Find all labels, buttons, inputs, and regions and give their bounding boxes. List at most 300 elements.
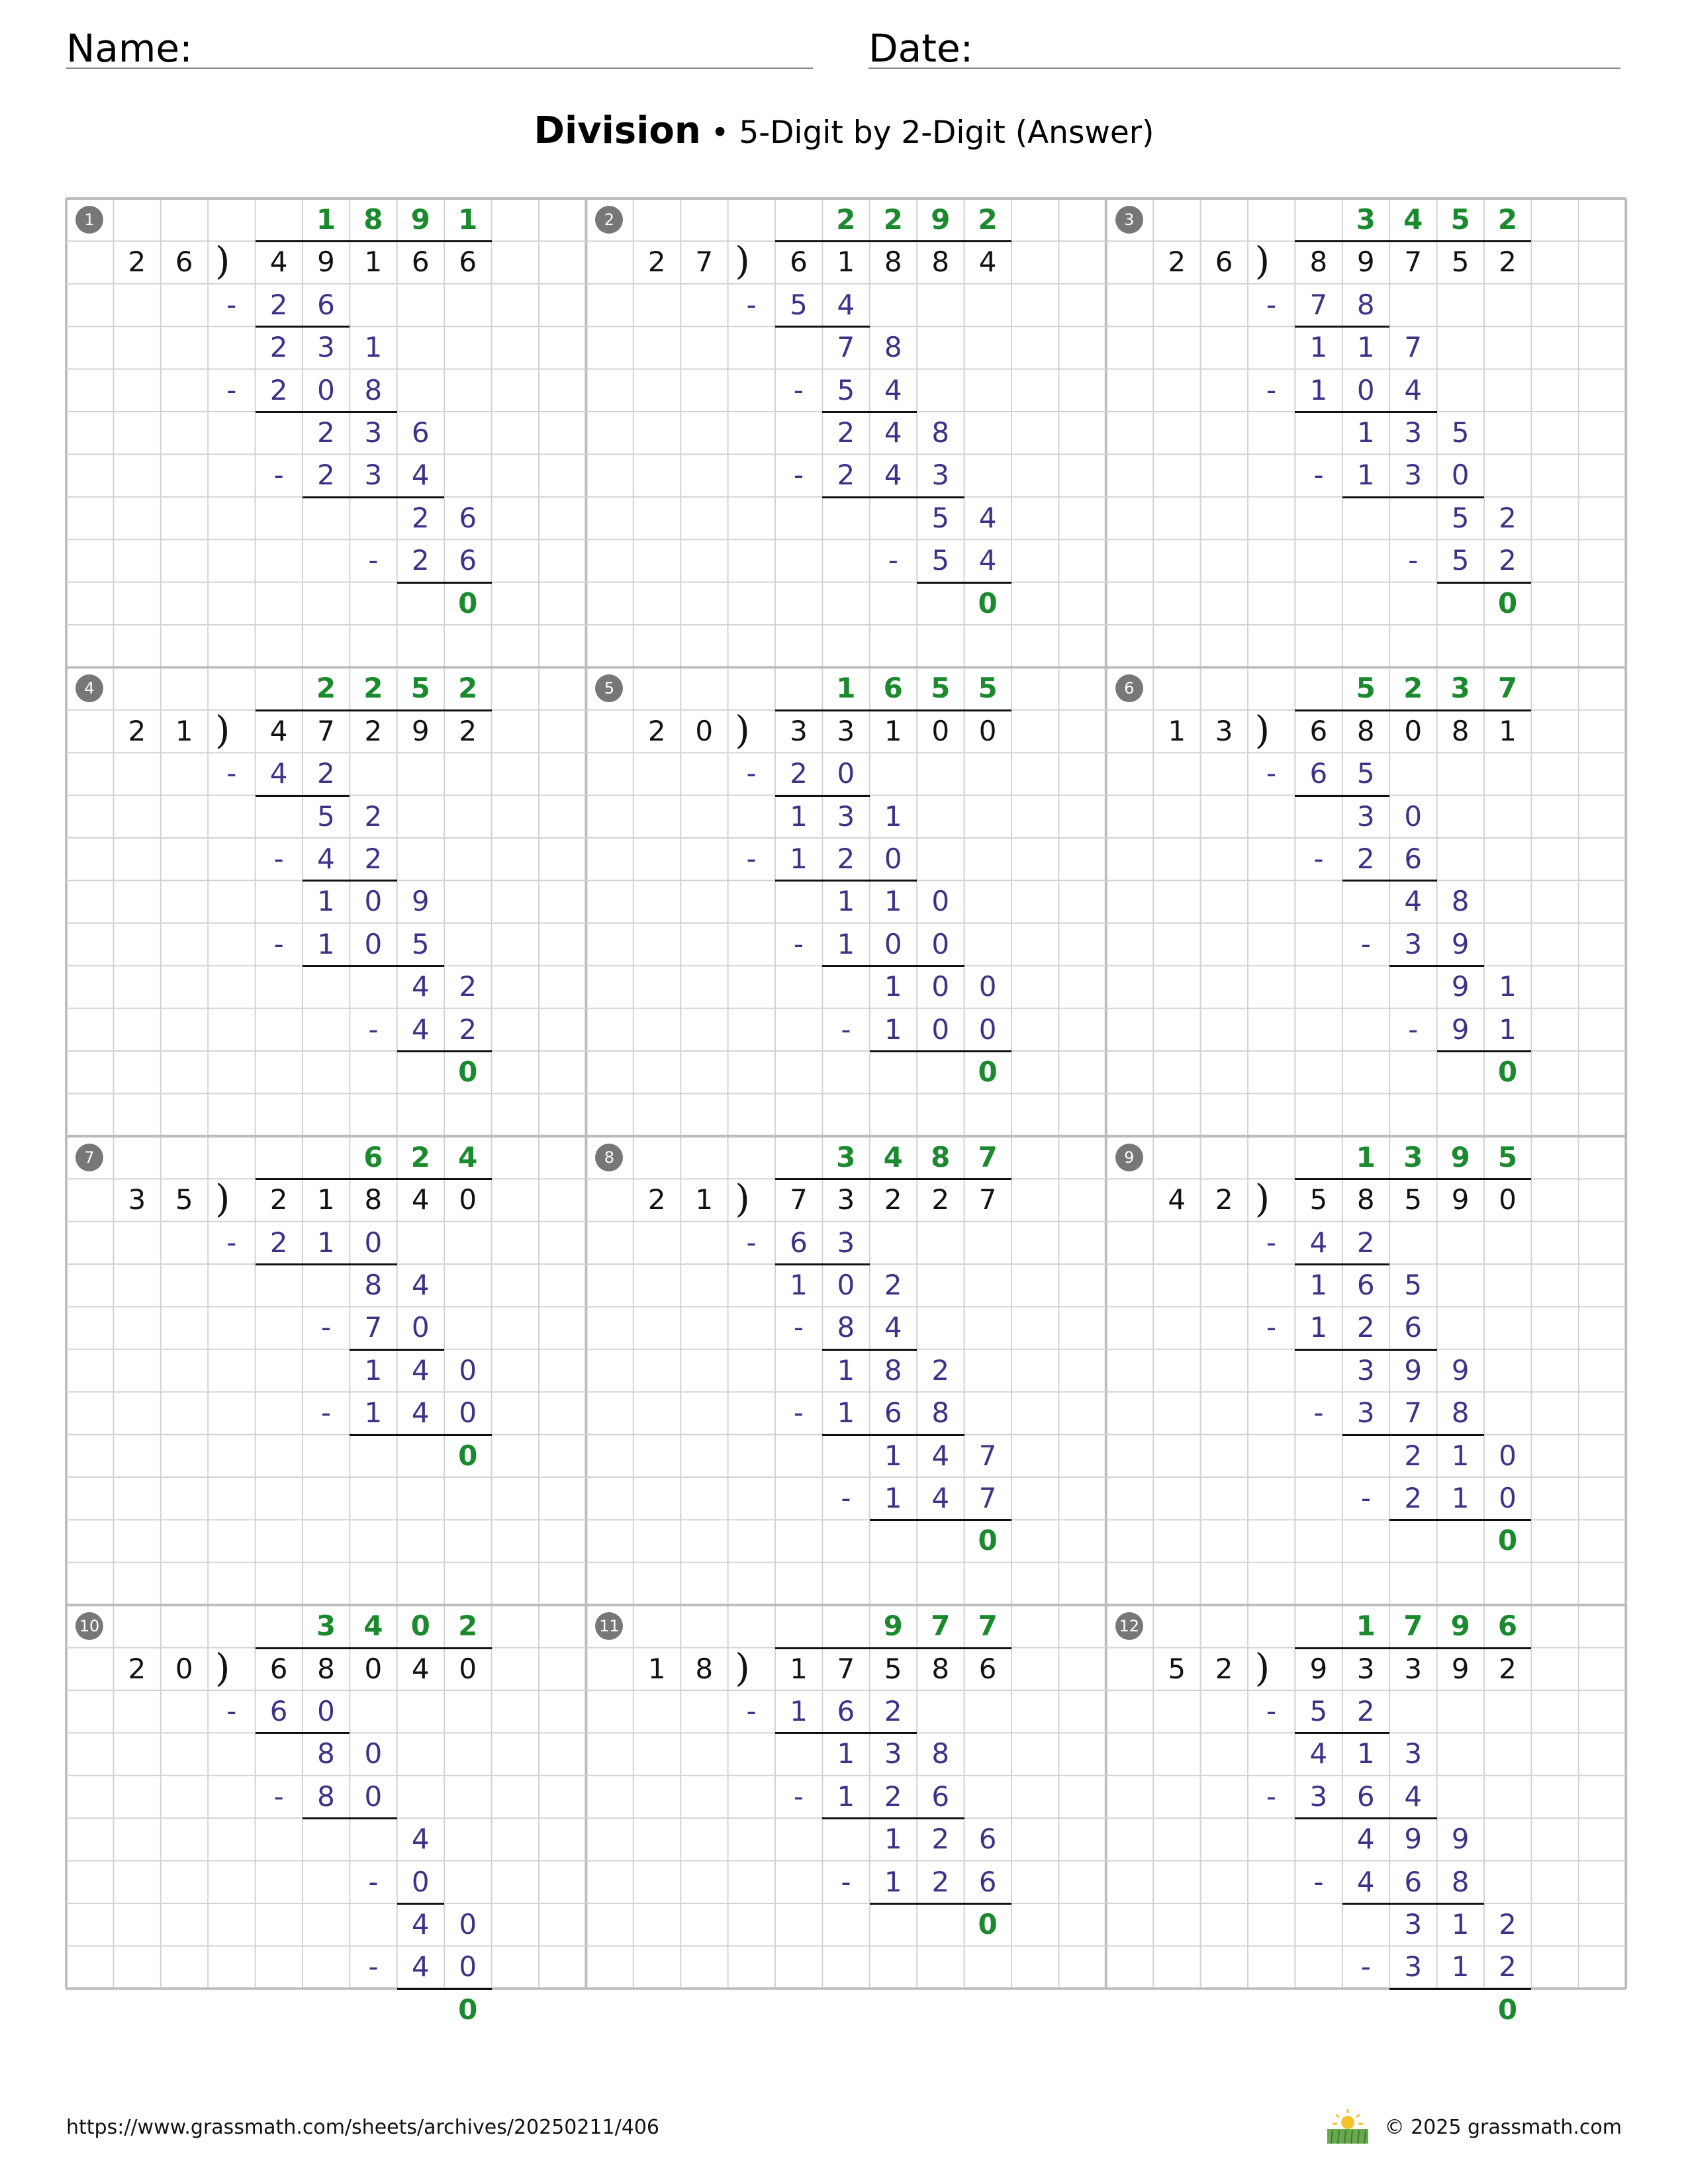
partial-remainder-digit: 0 <box>978 970 997 1003</box>
dividend-digit: 6 <box>459 246 477 279</box>
partial-remainder-digit: 3 <box>1356 799 1375 833</box>
divisor-digit: 1 <box>175 714 193 747</box>
partial-remainder-digit: 5 <box>1404 1269 1423 1301</box>
minus-sign: - <box>273 842 284 875</box>
quotient-digit: 5 <box>978 672 998 705</box>
subtrahend-digit: 3 <box>1404 459 1423 492</box>
dividend-digit: 0 <box>364 1652 383 1685</box>
partial-remainder-digit: 1 <box>790 799 808 833</box>
dividend-digit: 9 <box>1451 1183 1470 1216</box>
subtrahend-digit: 6 <box>931 1780 950 1813</box>
subtrahend-digit: 2 <box>269 1226 288 1259</box>
subtrahend-digit: 5 <box>790 288 808 321</box>
dividend-digit: 1 <box>837 246 855 279</box>
quotient-digit: 9 <box>883 1610 903 1643</box>
minus-sign: - <box>841 1482 851 1514</box>
subtrahend-digit: 0 <box>364 927 383 960</box>
minus-sign: - <box>746 842 757 875</box>
partial-remainder-digit: 3 <box>1404 1908 1423 1940</box>
partial-remainder-digit: 0 <box>931 970 950 1003</box>
dividend-digit: 1 <box>884 714 902 747</box>
subtrahend-digit: 8 <box>931 1396 950 1430</box>
quotient-digit: 6 <box>883 672 903 705</box>
minus-sign: - <box>793 1780 804 1813</box>
partial-remainder-digit: 8 <box>931 1737 950 1770</box>
partial-remainder-digit: 1 <box>364 331 383 364</box>
subtrahend-digit: 5 <box>1451 544 1470 577</box>
quotient-digit: 1 <box>1356 1140 1376 1173</box>
subtrahend-digit: 2 <box>269 373 288 406</box>
subtrahend-digit: 7 <box>1404 1396 1423 1430</box>
minus-sign: - <box>1360 927 1371 960</box>
partial-remainder-digit: 2 <box>837 416 855 449</box>
quotient-digit: 5 <box>1450 203 1470 236</box>
divisor-digit: 1 <box>647 1652 666 1685</box>
divisor-digit: 5 <box>175 1183 193 1216</box>
partial-remainder-digit: 1 <box>837 1737 855 1770</box>
quotient-digit: 8 <box>931 1140 951 1173</box>
minus-sign: - <box>368 1013 379 1046</box>
minus-sign: - <box>273 1780 284 1813</box>
partial-remainder-digit: 0 <box>459 1908 477 1940</box>
subtrahend-digit: 2 <box>837 459 855 492</box>
partial-remainder-digit: 2 <box>1404 1439 1423 1472</box>
minus-sign: - <box>746 1695 757 1727</box>
subtrahend-digit: 0 <box>459 1950 477 1983</box>
quotient-digit: 4 <box>883 1140 903 1173</box>
dividend-digit: 8 <box>931 246 950 279</box>
quotient-digit: 1 <box>836 672 856 705</box>
minus-sign: - <box>746 757 757 790</box>
minus-sign: - <box>1266 1311 1277 1344</box>
dividend-digit: 5 <box>1451 246 1470 279</box>
subtrahend-digit: 6 <box>269 1695 288 1727</box>
subtrahend-digit: 6 <box>1404 1865 1423 1898</box>
remainder-digit: 0 <box>458 1439 478 1472</box>
partial-remainder-digit: 3 <box>317 331 335 364</box>
minus-sign: - <box>746 1226 757 1259</box>
subtrahend-digit: 2 <box>1404 1482 1423 1514</box>
subtrahend-digit: 6 <box>978 1865 997 1898</box>
partial-remainder-digit: 7 <box>978 1439 997 1472</box>
subtrahend-digit: 2 <box>459 1013 477 1046</box>
dividend-digit: 9 <box>1451 1652 1470 1685</box>
subtrahend-digit: 4 <box>317 842 335 875</box>
remainder-digit: 0 <box>1497 586 1518 619</box>
quotient-digit: 4 <box>1403 203 1423 236</box>
dividend-digit: 9 <box>1309 1652 1328 1685</box>
dividend-digit: 1 <box>1499 714 1517 747</box>
dividend-digit: 0 <box>459 1652 477 1685</box>
subtrahend-digit: 9 <box>1451 927 1470 960</box>
dividend-digit: 1 <box>364 246 383 279</box>
subtrahend-digit: 1 <box>837 1780 855 1813</box>
subtrahend-digit: 1 <box>1356 459 1375 492</box>
subtrahend-digit: 0 <box>459 1396 477 1430</box>
division-bracket: ) <box>1254 1176 1270 1222</box>
remainder-digit: 0 <box>978 586 998 619</box>
division-bracket: ) <box>214 1645 230 1690</box>
dividend-digit: 3 <box>790 714 808 747</box>
division-bracket: ) <box>735 1645 750 1690</box>
subtrahend-digit: 1 <box>884 1482 902 1514</box>
subtrahend-digit: 6 <box>1309 757 1328 790</box>
partial-remainder-digit: 0 <box>364 1737 383 1770</box>
subtrahend-digit: 4 <box>884 459 902 492</box>
quotient-digit: 9 <box>410 203 430 236</box>
quotient-digit: 5 <box>931 672 951 705</box>
partial-remainder-digit: 3 <box>1404 416 1423 449</box>
dividend-digit: 6 <box>790 246 808 279</box>
dividend-digit: 4 <box>269 714 288 747</box>
quotient-digit: 2 <box>883 203 903 236</box>
subtrahend-digit: 0 <box>317 373 335 406</box>
divisor-digit: 2 <box>647 1183 666 1216</box>
partial-remainder-digit: 1 <box>884 799 902 833</box>
minus-sign: - <box>1313 1865 1324 1898</box>
partial-remainder-digit: 1 <box>1356 1737 1375 1770</box>
dividend-digit: 7 <box>978 1183 997 1216</box>
dividend-digit: 2 <box>931 1183 950 1216</box>
subtrahend-digit: 2 <box>884 1780 902 1813</box>
partial-remainder-digit: 9 <box>1451 1353 1470 1387</box>
subtrahend-digit: 4 <box>884 1311 902 1344</box>
subtrahend-digit: 0 <box>364 1780 383 1813</box>
partial-remainder-digit: 1 <box>1499 970 1517 1003</box>
subtrahend-digit: 8 <box>317 1780 335 1813</box>
dividend-digit: 5 <box>884 1652 902 1685</box>
remainder-digit: 0 <box>978 1908 998 1940</box>
partial-remainder-digit: 2 <box>1499 501 1517 534</box>
partial-remainder-digit: 8 <box>364 1269 383 1301</box>
divisor-digit: 1 <box>1168 714 1186 747</box>
subtrahend-digit: 4 <box>269 757 288 790</box>
subtrahend-digit: 6 <box>459 544 477 577</box>
partial-remainder-digit: 9 <box>1404 1353 1423 1387</box>
problem-number-badge: 6 <box>1115 674 1143 702</box>
subtrahend-digit: 6 <box>1356 1780 1375 1813</box>
minus-sign: - <box>1313 842 1324 875</box>
dividend-digit: 6 <box>269 1652 288 1685</box>
minus-sign: - <box>273 927 284 960</box>
subtrahend-digit: 3 <box>931 459 950 492</box>
partial-remainder-digit: 0 <box>931 885 950 918</box>
subtrahend-digit: 6 <box>317 288 335 321</box>
subtrahend-digit: 5 <box>837 373 855 406</box>
subtrahend-digit: 4 <box>411 1950 430 1983</box>
dividend-digit: 2 <box>1499 246 1517 279</box>
partial-remainder-digit: 9 <box>1451 970 1470 1003</box>
dividend-digit: 9 <box>317 246 335 279</box>
divisor-digit: 8 <box>695 1652 714 1685</box>
name-label: Name: <box>66 26 193 71</box>
remainder-digit: 0 <box>1497 1056 1518 1088</box>
subtrahend-digit: 1 <box>317 927 335 960</box>
title-main: Division <box>534 109 701 152</box>
partial-remainder-digit: 4 <box>411 1823 430 1856</box>
dividend-digit: 7 <box>317 714 335 747</box>
quotient-digit: 7 <box>931 1610 951 1643</box>
dividend-digit: 8 <box>1451 714 1470 747</box>
partial-remainder-digit: 1 <box>884 1823 902 1856</box>
dividend-digit: 9 <box>1356 246 1375 279</box>
partial-remainder-digit: 7 <box>1404 331 1423 364</box>
partial-remainder-digit: 2 <box>931 1353 950 1387</box>
partial-remainder-digit: 4 <box>411 970 430 1003</box>
dividend-digit: 4 <box>411 1183 430 1216</box>
partial-remainder-digit: 1 <box>1309 1269 1328 1301</box>
subtrahend-digit: 2 <box>1356 1695 1375 1727</box>
partial-remainder-digit: 1 <box>837 885 855 918</box>
subtrahend-digit: 1 <box>317 1226 335 1259</box>
quotient-digit: 3 <box>1450 672 1470 705</box>
subtrahend-digit: 1 <box>1499 1013 1517 1046</box>
subtrahend-digit: 4 <box>411 1013 430 1046</box>
dividend-digit: 0 <box>931 714 950 747</box>
minus-sign: - <box>1408 1013 1419 1046</box>
partial-remainder-digit: 9 <box>411 885 430 918</box>
partial-remainder-digit: 4 <box>978 501 997 534</box>
divisor-digit: 1 <box>695 1183 714 1216</box>
quotient-digit: 7 <box>978 1610 998 1643</box>
subtrahend-digit: 4 <box>884 373 902 406</box>
minus-sign: - <box>273 459 284 492</box>
subtrahend-digit: 1 <box>1309 1311 1328 1344</box>
dividend-digit: 6 <box>1309 714 1328 747</box>
partial-remainder-digit: 2 <box>459 970 477 1003</box>
divisor-digit: 2 <box>647 246 666 279</box>
dividend-digit: 3 <box>1404 1652 1423 1685</box>
minus-sign: - <box>1266 1226 1277 1259</box>
divisor-digit: 6 <box>175 246 193 279</box>
quotient-digit: 3 <box>836 1140 856 1173</box>
dividend-digit: 8 <box>364 1183 383 1216</box>
subtrahend-digit: 0 <box>364 1226 383 1259</box>
problem-number-badge: 12 <box>1115 1612 1143 1640</box>
subtrahend-digit: 0 <box>411 1865 430 1898</box>
subtrahend-digit: 4 <box>1356 1865 1375 1898</box>
dividend-digit: 7 <box>837 1652 855 1685</box>
subtrahend-digit: 4 <box>1404 373 1423 406</box>
partial-remainder-digit: 2 <box>411 501 430 534</box>
partial-remainder-digit: 1 <box>1451 1439 1470 1472</box>
divisor-digit: 0 <box>695 714 714 747</box>
dividend-digit: 6 <box>411 246 430 279</box>
subtrahend-digit: 1 <box>837 927 855 960</box>
partial-remainder-digit: 0 <box>1404 799 1423 833</box>
dividend-digit: 3 <box>837 1183 855 1216</box>
partial-remainder-digit: 5 <box>1451 501 1470 534</box>
subtrahend-digit: 6 <box>1404 842 1423 875</box>
subtrahend-digit: 4 <box>837 288 855 321</box>
partial-remainder-digit: 3 <box>1356 1353 1375 1387</box>
subtrahend-digit: 0 <box>317 1695 335 1727</box>
subtrahend-digit: 5 <box>931 544 950 577</box>
subtrahend-digit: 2 <box>790 757 808 790</box>
dividend-digit: 8 <box>1356 714 1375 747</box>
partial-remainder-digit: 6 <box>411 416 430 449</box>
minus-sign: - <box>1360 1950 1371 1983</box>
subtrahend-digit: 1 <box>364 1396 383 1430</box>
minus-sign: - <box>226 757 237 790</box>
quotient-digit: 2 <box>458 1610 478 1643</box>
divisor-digit: 4 <box>1168 1183 1186 1216</box>
partial-remainder-digit: 6 <box>459 501 477 534</box>
dividend-digit: 3 <box>1356 1652 1375 1685</box>
dividend-digit: 1 <box>790 1652 808 1685</box>
quotient-digit: 5 <box>1497 1140 1518 1173</box>
partial-remainder-digit: 1 <box>1451 1908 1470 1940</box>
partial-remainder-digit: 5 <box>317 799 335 833</box>
remainder-digit: 0 <box>458 586 478 619</box>
subtrahend-digit: 4 <box>978 544 997 577</box>
partial-remainder-digit: 4 <box>411 1353 430 1387</box>
minus-sign: - <box>1266 288 1277 321</box>
subtrahend-digit: 6 <box>884 1396 902 1430</box>
minus-sign: - <box>793 927 804 960</box>
minus-sign: - <box>841 1013 851 1046</box>
subtrahend-digit: 3 <box>837 1226 855 1259</box>
quotient-digit: 2 <box>836 203 856 236</box>
subtrahend-digit: 9 <box>1451 1013 1470 1046</box>
minus-sign: - <box>320 1396 332 1430</box>
problem-number-badge: 8 <box>595 1144 623 1171</box>
partial-remainder-digit: 2 <box>269 331 288 364</box>
partial-remainder-digit: 8 <box>1451 885 1470 918</box>
minus-sign: - <box>1313 459 1324 492</box>
partial-remainder-digit: 3 <box>1404 1737 1423 1770</box>
quotient-digit: 5 <box>410 672 430 705</box>
subtrahend-digit: 3 <box>1309 1780 1328 1813</box>
dividend-digit: 3 <box>837 714 855 747</box>
partial-remainder-digit: 1 <box>1356 416 1375 449</box>
partial-remainder-digit: 5 <box>931 501 950 534</box>
partial-remainder-digit: 4 <box>1356 1823 1375 1856</box>
minus-sign: - <box>1408 544 1419 577</box>
quotient-digit: 2 <box>410 1140 430 1173</box>
subtraction-line <box>303 1817 397 1819</box>
quotient-digit: 4 <box>458 1140 478 1173</box>
minus-sign: - <box>888 544 898 577</box>
quotient-digit: 8 <box>363 203 383 236</box>
subtrahend-digit: 4 <box>1404 1780 1423 1813</box>
problem-number-badge: 5 <box>595 674 623 702</box>
minus-sign: - <box>226 373 237 406</box>
partial-remainder-digit: 1 <box>884 885 902 918</box>
dividend-digit: 2 <box>459 714 477 747</box>
partial-remainder-digit: 0 <box>364 885 383 918</box>
subtrahend-digit: 7 <box>1309 288 1328 321</box>
minus-sign: - <box>793 1311 804 1344</box>
dividend-digit: 2 <box>1499 1652 1517 1685</box>
dividend-digit: 8 <box>931 1652 950 1685</box>
partial-remainder-digit: 0 <box>459 1353 477 1387</box>
partial-remainder-digit: 4 <box>1309 1737 1328 1770</box>
dividend-digit: 8 <box>1309 246 1328 279</box>
dividend-digit: 4 <box>269 246 288 279</box>
minus-sign: - <box>226 1226 237 1259</box>
partial-remainder-digit: 3 <box>884 1737 902 1770</box>
divisor-digit: 3 <box>128 1183 146 1216</box>
partial-remainder-digit: 0 <box>1499 1439 1517 1472</box>
minus-sign: - <box>1266 1695 1277 1727</box>
dividend-digit: 5 <box>1404 1183 1423 1216</box>
title-separator: • <box>700 114 739 151</box>
divisor-digit: 2 <box>1215 1652 1233 1685</box>
dividend-digit: 8 <box>1356 1183 1375 1216</box>
subtrahend-digit: 6 <box>837 1695 855 1727</box>
subtrahend-digit: 0 <box>1451 459 1470 492</box>
dividend-digit: 0 <box>1499 1183 1517 1216</box>
quotient-digit: 5 <box>1356 672 1376 705</box>
minus-sign: - <box>746 288 757 321</box>
subtrahend-digit: 2 <box>364 842 383 875</box>
subtrahend-digit: 2 <box>1356 842 1375 875</box>
quotient-digit: 1 <box>316 203 336 236</box>
dividend-digit: 6 <box>978 1652 997 1685</box>
problem-number-badge: 7 <box>75 1144 103 1171</box>
subtrahend-digit: 1 <box>1451 1950 1470 1983</box>
footer-url[interactable]: https://www.grassmath.com/sheets/archives/20250211/406 <box>66 2116 660 2139</box>
subtrahend-digit: 5 <box>1309 1695 1328 1727</box>
division-bracket: ) <box>1254 707 1270 752</box>
partial-remainder-digit: 8 <box>884 331 902 364</box>
partial-remainder-digit: 9 <box>1451 1823 1470 1856</box>
partial-remainder-digit: 8 <box>931 416 950 449</box>
partial-remainder-digit: 4 <box>411 1269 430 1301</box>
division-bracket: ) <box>735 238 750 284</box>
partial-remainder-digit: 2 <box>1499 1908 1517 1940</box>
subtrahend-digit: 7 <box>364 1311 383 1344</box>
minus-sign: - <box>793 459 804 492</box>
partial-remainder-digit: 8 <box>317 1737 335 1770</box>
quotient-digit: 6 <box>363 1140 383 1173</box>
subtrahend-digit: 0 <box>978 1013 997 1046</box>
subtrahend-digit: 2 <box>1356 1311 1375 1344</box>
minus-sign: - <box>226 288 237 321</box>
minus-sign: - <box>320 1311 332 1344</box>
quotient-digit: 3 <box>316 1610 336 1643</box>
subtrahend-digit: 1 <box>790 842 808 875</box>
partial-remainder-digit: 6 <box>978 1823 997 1856</box>
remainder-digit: 0 <box>1497 1524 1518 1557</box>
quotient-digit: 3 <box>1403 1140 1423 1173</box>
partial-remainder-digit: 2 <box>884 1269 902 1301</box>
remainder-digit: 0 <box>458 1056 478 1088</box>
partial-remainder-digit: 3 <box>837 799 855 833</box>
quotient-digit: 9 <box>1450 1140 1470 1173</box>
dividend-digit: 1 <box>317 1183 335 1216</box>
subtrahend-digit: 0 <box>411 1311 430 1344</box>
dividend-digit: 7 <box>790 1183 808 1216</box>
dividend-digit: 7 <box>1404 246 1423 279</box>
dividend-digit: 8 <box>884 246 902 279</box>
partial-remainder-digit: 4 <box>931 1439 950 1472</box>
dividend-digit: 0 <box>978 714 997 747</box>
quotient-digit: 1 <box>458 203 478 236</box>
dividend-digit: 9 <box>411 714 430 747</box>
divisor-digit: 2 <box>1168 246 1186 279</box>
minus-sign: - <box>1266 757 1277 790</box>
divisor-digit: 6 <box>1215 246 1233 279</box>
division-bracket: ) <box>1254 238 1270 284</box>
problem-number-badge: 3 <box>1115 206 1143 234</box>
problem-number-badge: 2 <box>595 206 623 234</box>
dividend-digit: 5 <box>1309 1183 1328 1216</box>
dividend-digit: 2 <box>364 714 383 747</box>
dividend-digit: 0 <box>1404 714 1423 747</box>
partial-remainder-digit: 2 <box>364 799 383 833</box>
